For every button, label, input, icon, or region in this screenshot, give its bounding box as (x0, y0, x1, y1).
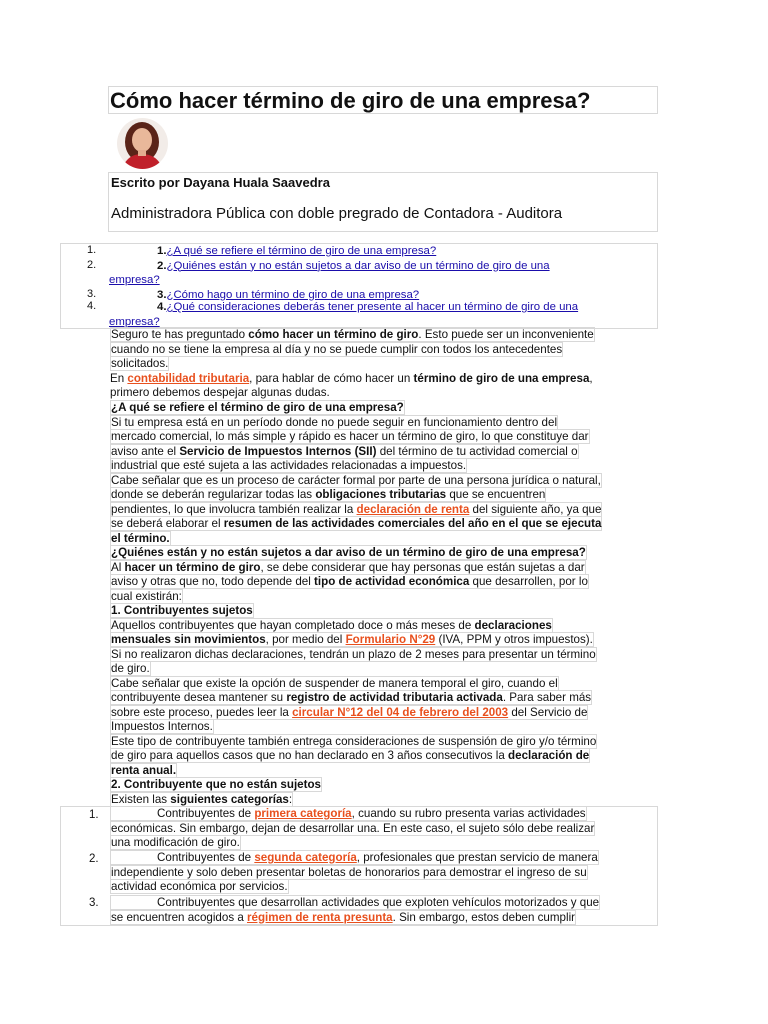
link-regimen-renta-presunta[interactable]: régimen de renta presunta (247, 910, 393, 924)
author-box (108, 172, 658, 232)
toc-item-1[interactable] (109, 244, 609, 259)
page-title: Cómo hacer término de giro de una empresa? (108, 86, 658, 114)
category-item-1: Contribuyentes de primera categoría, cuando su rubro presenta varias actividades económicas. Sin embargo, dejan de desarrollar una. En este caso, el sujeto sólo debe realizar una modificación de giro. (111, 807, 595, 849)
toc-link[interactable]: ¿A qué se refiere el término de giro de una empresa? (166, 245, 437, 257)
list-number: 2. (89, 853, 99, 865)
section-2: ¿Quiénes están y no están sujetos a dar aviso de un término de giro de una empresa? Al hacer un término de giro, se debe considerar que hay personas que están sujetas a dar aviso y otras que no, todo depende del tipo de actividad económica que desarrollen, por lo cual existirán: 1. Contribuyentes sujetos Aquellos contribuyentes que hayan completado doce o más meses de declaraciones mensuales sin movimientos, por medio del Formulario N°29 (IVA, PPM y otros impuestos). Si no realizaron dichas declaraciones, tendrán un plazo de 2 meses para presentar un término de giro. Cabe señalar que existe la opción de suspender de manera temporal el giro, cuando el contribuyente desea mantener su registro de actividad tributaria activada. Para saber más sobre este proceso, puedes leer la circular N°12 del 04 de febrero del 2003 del Servicio de Impuestos Internos. Este tipo de contribuyente también entrega consideraciones de suspensión de giro y/o término de giro para aquellos casos que no han declarado en 3 años consecutivos la declaración de renta anual. 2. Contribuyente que no están sujetos Existen las siguientes categorías: (111, 546, 597, 806)
link-primera-categoria[interactable]: primera categoría (254, 807, 352, 820)
toc-item-4[interactable] (109, 300, 609, 329)
toc-prefix: 3. (157, 288, 167, 301)
toc-number: 4. (87, 300, 97, 312)
section-heading: ¿A qué se refiere el término de giro de una empresa? (111, 401, 404, 414)
toc-number: 3. (87, 287, 97, 300)
toc-link[interactable]: ¿Qué consideraciones deberás tener presente al hacer un término de giro de una (166, 301, 579, 313)
author-avatar (117, 118, 168, 169)
toc-link-cont[interactable]: empresa? (109, 274, 160, 286)
link-declaracion-de-renta[interactable]: declaración de renta (356, 502, 470, 516)
toc-link[interactable]: ¿Cómo hago un término de giro de una empresa? (166, 288, 420, 301)
list-number: 1. (89, 809, 99, 821)
toc-number: 2. (87, 258, 97, 271)
toc-prefix: 1. (157, 245, 167, 257)
category-item-3: Contribuyentes que desarrollan actividades que exploten vehículos motorizados y que se encuentren acogidos a régimen de renta presunta. Sin embargo, estos deben cumplir (111, 896, 600, 924)
intro-paragraph: Seguro te has preguntado cómo hacer un término de giro. Esto puede ser un inconveniente cuando no se tiene la empresa al día y no se puede cumplir con todos los antecedentes solicitados. En contabilidad tributaria, para hablar de cómo hacer un término de giro de una empresa, primero debemos despejar algunas dudas. (110, 328, 594, 399)
toc-link-cont[interactable]: empresa? (109, 315, 160, 328)
subheading-no-sujetos: 2. Contribuyente que no están sujetos (111, 778, 322, 791)
toc-link[interactable]: ¿Quiénes están y no están sujetos a dar aviso de un término de giro de una (166, 259, 550, 272)
link-segunda-categoria[interactable]: segunda categoría (254, 851, 357, 864)
toc-prefix: 4. (157, 301, 167, 313)
toc-prefix: 2. (157, 259, 167, 272)
subheading-sujetos: 1. Contribuyentes sujetos (111, 604, 253, 617)
table-of-contents (60, 243, 658, 329)
link-formulario-29[interactable]: Formulario N°29 (345, 633, 436, 646)
author-role: Administradora Pública con doble pregrado de Contadora - Auditora (111, 205, 563, 222)
section-heading: ¿Quiénes están y no están sujetos a dar aviso de un término de giro de una empresa? (111, 546, 586, 559)
section-1: ¿A qué se refiere el término de giro de una empresa? Si tu empresa está en un período donde no puede seguir en funcionamiento dentro del mercado comercial, lo más simple y rápido es hacer un término de giro, lo que constituye dar aviso ante el Servicio de Impuestos Internos (SII) del término de tu actividad comercial o industrial que esté sujeta a las actividades relacionadas a impuestos. Cabe señalar que es un proceso de carácter formal por parte de una persona jurídica o natural, donde se deberán regularizar todas las obligaciones tributarias que se encuentren pendientes, lo que involucra también realizar la declaración de renta del siguiente año, ya que se deberá elaborar el resumen de las actividades comerciales del año en el que se ejecuta el término. (111, 401, 602, 545)
toc-number: 1. (87, 244, 97, 256)
link-circular-12[interactable]: circular N°12 del 04 de febrero del 2003 (292, 705, 509, 719)
toc-item-2[interactable] (109, 259, 609, 288)
list-number: 3. (89, 897, 99, 909)
category-item-2: Contribuyentes de segunda categoría, profesionales que prestan servicio de manera independiente y solo deben presentar boletas de honorarios para demostrar el ingreso de su actividad económica por servicios. (111, 851, 598, 893)
author-name: Escrito por Dayana Huala Saavedra (111, 175, 330, 190)
link-contabilidad-tributaria[interactable]: contabilidad tributaria (127, 371, 250, 385)
